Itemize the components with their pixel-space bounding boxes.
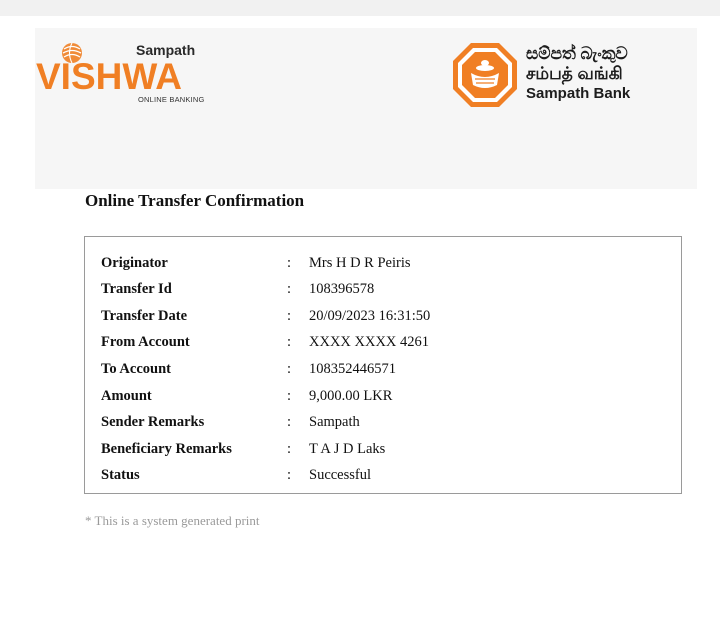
- page-title: Online Transfer Confirmation: [85, 191, 305, 210]
- detail-separator: :: [287, 255, 292, 271]
- detail-value: 108396578: [309, 281, 375, 297]
- detail-value: 108352446571: [309, 361, 396, 377]
- vishwa-brand-top: Sampath: [136, 42, 196, 58]
- detail-value: Mrs H D R Peiris: [309, 255, 411, 271]
- transfer-details-box: [84, 236, 682, 494]
- detail-value: Sampath: [309, 414, 360, 430]
- detail-label: Transfer Date: [101, 308, 188, 324]
- bank-name-tamil: சம்பத் வங்கி: [526, 64, 623, 83]
- top-bar: [0, 0, 720, 16]
- detail-separator: :: [287, 281, 292, 297]
- system-generated-note: * This is a system generated print: [85, 513, 260, 528]
- detail-separator: :: [287, 388, 292, 404]
- vishwa-brand: VISHWA: [36, 56, 182, 97]
- detail-label: From Account: [101, 334, 190, 350]
- bank-name-english: Sampath Bank: [526, 85, 631, 102]
- detail-value: XXXX XXXX 4261: [309, 334, 430, 350]
- detail-label: Beneficiary Remarks: [101, 441, 232, 457]
- detail-value: T A J D Laks: [309, 441, 386, 457]
- bank-name-block: [526, 44, 630, 104]
- detail-separator: :: [287, 308, 292, 324]
- vishwa-logo: [36, 40, 211, 110]
- detail-value: Successful: [309, 467, 372, 483]
- detail-separator: :: [287, 414, 292, 430]
- detail-label: Sender Remarks: [101, 414, 205, 430]
- detail-label: Amount: [101, 388, 152, 404]
- detail-label: Status: [101, 467, 140, 483]
- detail-separator: :: [287, 441, 292, 457]
- detail-value: 20/09/2023 16:31:50: [309, 308, 431, 324]
- vishwa-subtitle: ONLINE BANKING: [138, 95, 205, 104]
- detail-label: Transfer Id: [101, 281, 172, 297]
- detail-separator: :: [287, 467, 292, 483]
- detail-separator: :: [287, 361, 292, 377]
- detail-value: 9,000.00 LKR: [309, 388, 393, 404]
- detail-label: To Account: [101, 361, 171, 377]
- detail-label: Originator: [101, 255, 168, 271]
- sampath-bank-emblem-icon: [451, 41, 519, 109]
- detail-separator: :: [287, 334, 292, 350]
- bank-name-sinhala: සම්පත් බැංකුව: [526, 44, 628, 63]
